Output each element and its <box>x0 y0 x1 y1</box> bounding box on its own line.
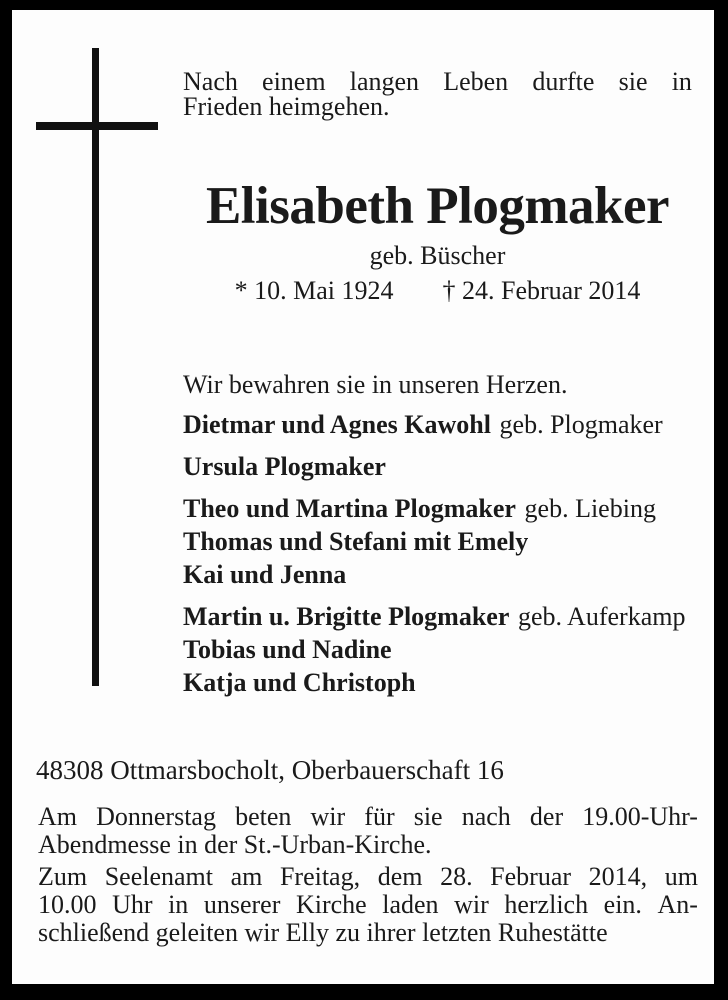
funeral-line: schließend geleiten wir Elly zu ihrer letzten Ruhestätte <box>38 918 608 947</box>
word: wir <box>454 890 489 919</box>
word: wir <box>310 802 346 831</box>
prayer-line: Abendmesse in der St.-Urban-Kirche. <box>38 830 432 859</box>
address-line: 48308 Ottmarsbocholt, Oberbauerschaft 16 <box>36 755 504 785</box>
funeral-line <box>38 891 698 919</box>
mourner-line <box>183 600 713 633</box>
word: in <box>168 890 189 919</box>
prayer-announcement <box>38 803 698 859</box>
word: Kirche <box>295 890 367 919</box>
mourner-line <box>183 666 713 699</box>
word: langen <box>349 67 420 96</box>
word: Uhr <box>112 890 153 919</box>
word: am <box>230 862 263 891</box>
word: um <box>664 862 698 891</box>
word: Februar <box>490 862 572 891</box>
death-date: † 24. Februar 2014 <box>442 276 641 305</box>
word: 10.00 <box>38 890 97 919</box>
word: laden <box>382 890 439 919</box>
mourner-names: Kai und Jenna <box>183 560 347 589</box>
epitaph-line <box>183 69 692 94</box>
mourner-names: Thomas und Stefani mit Emely <box>183 527 529 556</box>
word: ein. <box>603 890 642 919</box>
word: Leben <box>443 67 509 96</box>
funeral-announcement <box>38 863 698 947</box>
birth-date: * 10. Mai 1924 <box>234 276 394 305</box>
mourner-line <box>183 450 713 483</box>
word: An- <box>657 890 698 919</box>
mourner-names: Ursula Plogmaker <box>183 452 386 481</box>
mourner-maiden-suffix: geb. Plogmaker <box>499 410 663 439</box>
word: durfte <box>532 67 595 96</box>
word: Donnerstag <box>96 802 216 831</box>
mourner-line <box>183 525 713 558</box>
word: dem <box>377 862 423 891</box>
mourner-names: Dietmar und Agnes Kawohl <box>183 410 491 439</box>
mourner-line <box>183 633 713 666</box>
mourners-list <box>183 401 713 699</box>
mourner-names: Tobias und Nadine <box>183 635 392 664</box>
word: unserer <box>203 890 281 919</box>
mourner-maiden-suffix: geb. Liebing <box>524 494 656 523</box>
life-dates <box>183 278 692 304</box>
mourner-line <box>183 492 713 525</box>
mourner-names: Martin u. Brigitte Plogmaker <box>183 602 510 631</box>
cross-vertical-bar <box>92 48 99 686</box>
word: beten <box>235 802 292 831</box>
word: Seelenamt <box>104 862 213 891</box>
maiden-name: geb. Büscher <box>369 241 506 270</box>
mourner-names: Theo und Martina Plogmaker <box>183 494 516 523</box>
mourner-maiden-suffix: geb. Auferkamp <box>517 602 686 631</box>
word: Zum <box>38 862 88 891</box>
word: sie <box>413 802 443 831</box>
word: 19.00-Uhr- <box>582 802 698 831</box>
word: nach <box>461 802 511 831</box>
word: Nach <box>183 67 238 96</box>
remembrance-line: Wir bewahren sie in unseren Herzen. <box>183 370 568 399</box>
word: der <box>529 802 564 831</box>
word: 28. <box>440 862 473 891</box>
epitaph-text <box>183 69 692 119</box>
word: 2014, <box>588 862 648 891</box>
word: einem <box>262 67 326 96</box>
prayer-line <box>38 803 698 831</box>
cross-horizontal-bar <box>36 122 158 130</box>
word: Am <box>38 802 77 831</box>
word: für <box>364 802 395 831</box>
mourner-line <box>183 558 713 591</box>
mourner-line <box>183 408 713 441</box>
funeral-line <box>38 863 698 891</box>
word: herzlich <box>504 890 589 919</box>
mourner-names: Katja und Christoph <box>183 668 416 697</box>
word: Freitag, <box>279 862 361 891</box>
deceased-name: Elisabeth Plogmaker <box>205 177 670 235</box>
word: in <box>671 67 692 96</box>
word: sie <box>618 67 648 96</box>
epitaph-line: Frieden heimgehen. <box>183 92 390 121</box>
